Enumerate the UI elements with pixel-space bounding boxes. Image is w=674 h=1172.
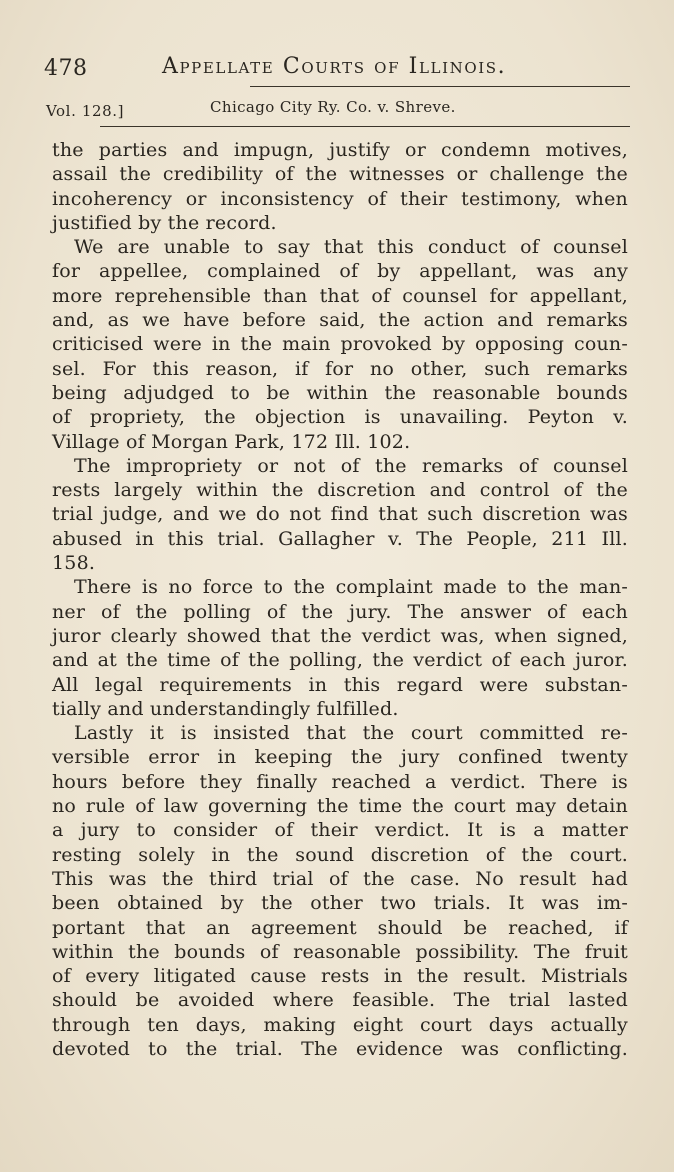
text-line: tially and understandingly fulfilled. xyxy=(52,697,399,720)
text-line: Lastly it is insisted that the court committed re- xyxy=(74,722,628,745)
text-line: within the bounds of reasonable possibility. The fruit xyxy=(52,940,628,963)
text-line: resting solely in the sound discretion of the court. xyxy=(52,843,628,866)
text-line: rests largely within the discretion and control of the xyxy=(52,479,628,502)
text-line: and, as we have before said, the action and remarks xyxy=(52,309,628,332)
text-line: been obtained by the other two trials. It was im- xyxy=(52,892,628,915)
case-header-rule xyxy=(100,126,630,127)
text-line: justified by the record. xyxy=(52,211,277,234)
text-line: incoherency or inconsistency of their testimony, when xyxy=(52,187,628,210)
text-line: All legal requirements in this regard were substan- xyxy=(52,673,628,696)
text-line: a jury to consider of their verdict. It is a matter xyxy=(52,819,628,842)
text-line: for appellee, complained of by appellant, was any xyxy=(52,260,628,283)
page-header xyxy=(44,52,628,86)
text-line: hours before they finally reached a verdict. There is xyxy=(52,770,628,793)
text-line: criticised were in the main provoked by opposing coun- xyxy=(52,333,628,356)
volume-label: Vol. 128.] xyxy=(46,102,125,120)
page-number: 478 xyxy=(44,56,88,81)
text-line: trial judge, and we do not find that such discretion was xyxy=(52,503,628,526)
case-header xyxy=(46,98,630,124)
text-line: assail the credibility of the witnesses or challenge the xyxy=(52,163,628,186)
text-line: ner of the polling of the jury. The answer of each xyxy=(52,600,628,623)
text-line: being adjudged to be within the reasonable bounds xyxy=(52,381,628,404)
case-name: Chicago City Ry. Co. v. Shreve. xyxy=(210,98,456,116)
running-title: Appellate Courts of Illinois. xyxy=(162,54,507,79)
text-line: versible error in keeping the jury confined twenty xyxy=(52,746,628,769)
text-line: more reprehensible than that of counsel for appellant, xyxy=(52,284,628,307)
text-line: We are unable to say that this conduct of counsel xyxy=(74,236,628,259)
text-line: of propriety, the objection is unavailing. Peyton v. xyxy=(52,406,628,429)
text-line: sel. For this reason, if for no other, such remarks xyxy=(52,357,628,380)
text-line: abused in this trial. Gallagher v. The People, 211 Ill. xyxy=(52,527,628,550)
text-line: the parties and impugn, justify or condemn motives, xyxy=(52,139,628,161)
text-line: portant that an agreement should be reached, if xyxy=(52,916,628,939)
text-line: through ten days, making eight court days actually xyxy=(52,1013,628,1036)
text-line: should be avoided where feasible. The trial lasted xyxy=(52,989,628,1012)
text-line: juror clearly showed that the verdict was, when signed, xyxy=(52,624,628,647)
header-rule xyxy=(250,86,630,87)
text-line: This was the third trial of the case. No result had xyxy=(52,867,628,890)
text-line: Village of Morgan Park, 172 Ill. 102. xyxy=(52,430,411,453)
text-line: and at the time of the polling, the verdict of each juror. xyxy=(52,649,628,672)
text-line: of every litigated cause rests in the result. Mistrials xyxy=(52,965,628,988)
body-text xyxy=(52,138,628,1061)
text-line: no rule of law governing the time the court may detain xyxy=(52,795,628,818)
text-line: There is no force to the complaint made to the man- xyxy=(74,576,628,599)
text-line: 158. xyxy=(52,552,96,575)
text-line: The impropriety or not of the remarks of counsel xyxy=(74,454,628,477)
text-line: devoted to the trial. The evidence was conflicting. xyxy=(52,1037,628,1060)
